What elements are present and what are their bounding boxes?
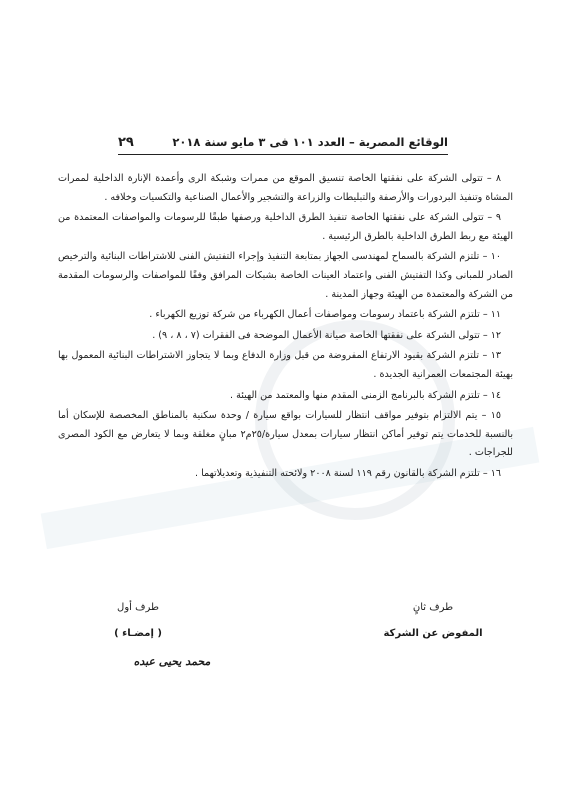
clause-9: ٩ – تتولى الشركة على نفقتها الخاصة تنفيذ الطرق الداخلية ورصفها طبقًا للرسومات والمواصفات المعتمدة من الهيئة مع ربط الطرق الداخلية بالطرق الرئيسية .: [58, 212, 513, 242]
header-divider: [118, 154, 448, 155]
signature-parties: [58, 602, 513, 613]
party-two-label: طرف ثانٍ: [412, 602, 454, 613]
clause-14: ١٤ – تلتزم الشركة بالبرنامج الزمنى المقدم منها والمعتمد من الهيئة .: [230, 389, 501, 401]
page-header: [118, 132, 448, 152]
signature-roles: [58, 628, 513, 639]
clause-10: ١٠ – تلتزم الشركة بالسماح لمهندسى الجهاز بمتابعة التنفيذ وإجراء التفتيش الفنى للاشتراطات البنائية والترخيص الصادر للمبانى وكذا التفتيش الفنى واعتماد العينات الخاصة بشبكات المرافق وفقًا للمواصفات والرسومات المقدمة من الشركة والمعتمدة من الهيئة وجهاز المدينة .: [58, 251, 513, 300]
document-body: [58, 170, 513, 486]
party-two-role: المفوض عن الشركة: [383, 628, 483, 639]
clause-16: ١٦ – تلتزم الشركة بالقانون رقم ١١٩ لسنة ٢٠٠٨ ولائحته التنفيذية وتعديلاتهما .: [195, 467, 501, 479]
clause-11: ١١ – تلتزم الشركة باعتماد رسومات ومواصفات أعمال الكهرباء من شركة توزيع الكهرباء .: [149, 309, 501, 321]
clause-8: ٨ – تتولى الشركة على نفقتها الخاصة تنسيق الموقع من ممرات وشبكة الرى وأعمدة الإنارة الداخلية لممرات المشاة وتنفيذ البردورات والأرصفة والتبليطات والزراعة والتشجير والأعمال الصناعية والتكسيات وخلافه .: [58, 173, 513, 203]
page-number: ٢٩: [118, 134, 134, 150]
party-one-label: طرف أول: [117, 602, 159, 613]
gazette-title: الوقائع المصرية – العدد ١٠١ فى ٣ مايو سنة ٢٠١٨: [172, 135, 448, 149]
clause-12: ١٢ – تتولى الشركة على نفقتها الخاصة صيانة الأعمال الموضحة فى الفقرات (٧ ، ٨ ، ٩) .: [152, 329, 501, 341]
signer-name: محمد يحيى عبده: [133, 655, 211, 668]
clause-15: ١٥ – يتم الالتزام بتوفير مواقف انتظار للسيارات بواقع سيارة / وحدة سكنية بالمناطق المخصصة للإسكان أما بالنسبة للخدمات يتم توفير أماكن انتظار سيارات بمعدل سيارة/٢٥م٢ مبانٍ مغلقة وبما لا يتعارض مع الكود المصرى للجراجات .: [58, 410, 513, 459]
party-one-signature: ( إمضـاء ): [114, 628, 162, 639]
clause-13: ١٣ – تلتزم الشركة بقيود الارتفاع المفروضة من قبل وزارة الدفاع وبما لا يتجاوز الاشتراطات البنائية المعمول بها بهيئة المجتمعات العمرانية الجديدة .: [58, 350, 513, 380]
